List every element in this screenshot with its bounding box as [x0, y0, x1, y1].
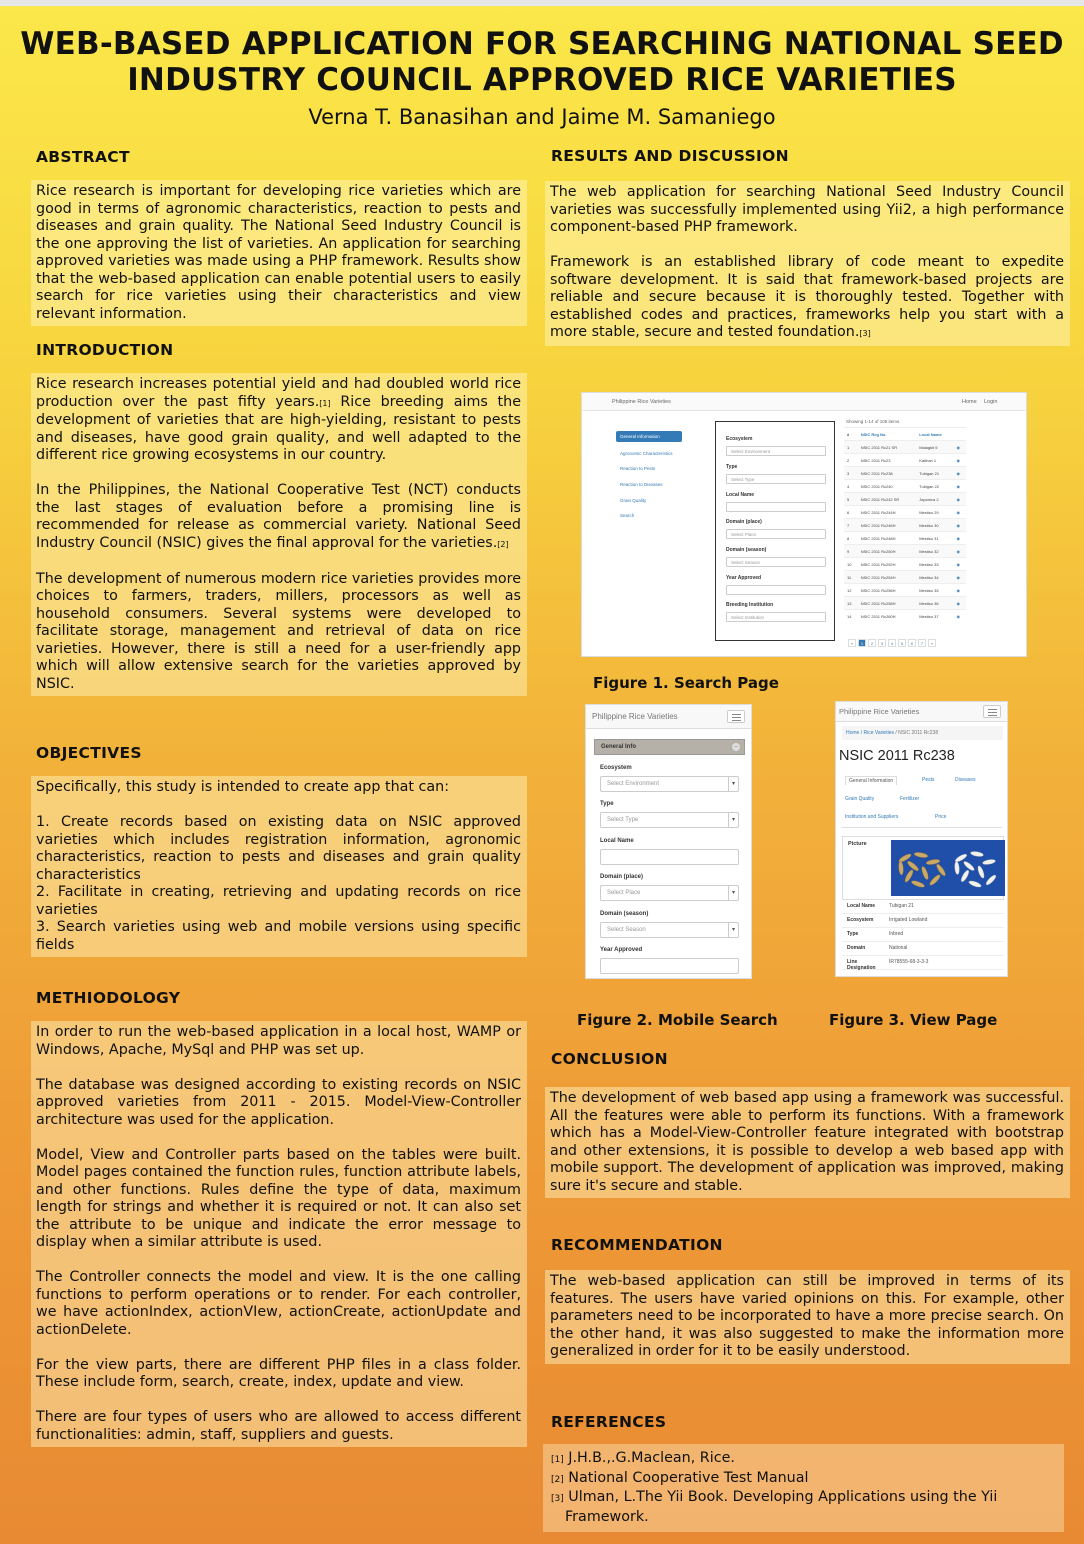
introduction-heading: INTRODUCTION	[36, 341, 174, 359]
methodology-paragraph: The Controller connects the model and view. It is the one calling functions to perform operations or to render. For each controller, we have actionIndex, actionVIew, actionCreate, actionUpdate and actionDelete.	[36, 1269, 521, 1338]
fig1-sidenav-pests[interactable]: Reaction to Pests	[620, 466, 656, 471]
detail-value: Inbred	[889, 931, 904, 937]
fig1-pagination	[848, 639, 936, 647]
table-cell: Malagkit 5	[916, 441, 953, 454]
table-cell: NSIC 2011 Rc242 SR	[858, 493, 917, 506]
table-cell: Mestiso 32	[916, 545, 953, 558]
fig3-navbar	[836, 702, 1007, 722]
fig1-type-select[interactable]: Select Type	[726, 474, 826, 484]
fig1-search-form	[715, 421, 835, 641]
table-cell: NSIC 2011 Rc21 SR	[858, 441, 917, 454]
objective-item: 1. Create records based on existing data on NSIC approved varieties which includes registration information, agronomic characteristics, reaction to pests and diseases and grain quality characteristics	[36, 814, 521, 883]
methodology-box	[31, 1021, 527, 1447]
eye-icon[interactable]: ◉	[954, 532, 966, 545]
methodology-paragraph: Model, View and Controller parts based on the tables were built. Model pages contained the function rules, function attribute labels, and other functions. Rules define the type of data, maximum length for strings and whether it is required or not. It can also set the attribute to be unique and indicate the error message to display when a similar attribute is used.	[36, 1146, 521, 1250]
chevron-down-icon: ▾	[728, 813, 738, 827]
figure-3-caption: Figure 3. View Page	[829, 1011, 998, 1029]
table-cell: Mestiso 35	[916, 584, 953, 597]
eye-icon[interactable]: ◉	[954, 571, 966, 584]
fig1-results-table	[844, 427, 966, 623]
page-link[interactable]: 4	[888, 639, 896, 647]
eye-icon[interactable]: ◉	[954, 584, 966, 597]
table-row[interactable]	[844, 519, 966, 532]
detail-value: Irrigated Lowland	[889, 917, 928, 923]
table-cell: 5	[844, 493, 858, 506]
fig1-brand: Philippine Rice Varieties	[612, 399, 671, 405]
table-cell: Mestiso 30	[916, 519, 953, 532]
fig1-sidenav-agronomic[interactable]: Agronomic Characteristics	[620, 451, 673, 456]
eye-icon[interactable]: ◉	[954, 467, 966, 480]
table-cell: 11	[844, 571, 858, 584]
conclusion-text: The development of web based app using a framework was successful. All the features were able to perform its functions. With a framework which has a Model-View-Controller feature integrated with bootstrap and other extensions, it is possible to develop a web based app with mobile support. The development of application was improved, making sure it's secure and stable.	[550, 1090, 1064, 1194]
breadcrumb-home[interactable]: Home	[846, 730, 860, 736]
intro-paragraph-1: Rice research increases potential yield and had doubled world rice production over the past fifty years.[1] Rice breeding aims the development of varieties that are high-yielding, resistant to pests and diseases, have good grain quality, and well adapted to the different rice growing ecosystems in our country.	[36, 376, 521, 463]
fig2-ecosystem-select[interactable]: Select Environment ▾	[600, 776, 739, 792]
detail-key: Ecosystem	[847, 917, 874, 923]
methodology-heading: METHIODOLOGY	[36, 989, 181, 1007]
chevron-down-icon: ▾	[728, 923, 738, 937]
table-cell: NSIC 2011 Rc240	[858, 480, 917, 493]
page-link[interactable]: 2	[868, 639, 876, 647]
fig1-navbar	[582, 393, 1026, 411]
objectives-intro: Specifically, this study is intended to create app that can:	[36, 779, 450, 795]
table-row[interactable]	[844, 480, 966, 493]
methodology-paragraph: There are four types of users who are allowed to access different functionalities: admin, staff, suppliers and guests.	[36, 1409, 521, 1443]
table-cell: 2	[844, 454, 858, 467]
table-cell: 3	[844, 467, 858, 480]
fig1-sidenav-search[interactable]: Search	[620, 513, 635, 518]
methodology-paragraph: For the view parts, there are different PHP files in a class folder. These include form, search, create, index, update and view.	[36, 1356, 521, 1390]
detail-key: Type	[847, 931, 859, 937]
eye-icon[interactable]: ◉	[954, 610, 966, 623]
eye-icon[interactable]: ◉	[954, 545, 966, 558]
eye-icon[interactable]: ◉	[954, 558, 966, 571]
table-cell: NSIC 2011 Rc244H	[858, 506, 917, 519]
references-heading: REFERENCES	[551, 1413, 667, 1431]
fig2-localname-input[interactable]	[600, 849, 739, 865]
table-cell: 8	[844, 532, 858, 545]
eye-icon[interactable]: ◉	[954, 519, 966, 532]
figure-2-caption: Figure 2. Mobile Search	[577, 1011, 778, 1029]
detail-row	[842, 942, 1004, 956]
figure-2-mobile-search	[585, 704, 752, 979]
table-row[interactable]	[844, 532, 966, 545]
table-cell: NSIC 2011 Rc250H	[858, 545, 917, 558]
collapse-icon[interactable]: –	[732, 743, 740, 751]
table-row[interactable]	[844, 597, 966, 610]
fig2-label-ecosystem: Ecosystem	[600, 765, 632, 771]
fig3-details-table	[842, 900, 1004, 970]
recommendation-text: The web-based application can still be improved in terms of its features. The users have varied opinions on this. For example, other parameters need to be incorporated to have a more precise search. On the other hand, it was also suggested to make the information more generalized in order for it to be easily understood.	[550, 1273, 1064, 1359]
table-cell: 14	[844, 610, 858, 623]
fig1-table-header	[844, 428, 966, 441]
table-row[interactable]	[844, 493, 966, 506]
references-box	[543, 1444, 1064, 1532]
fig1-sidenav-general[interactable]: General Information	[616, 431, 682, 442]
tab-fertilizer[interactable]: Fertilizer	[900, 796, 920, 802]
objectives-heading: OBJECTIVES	[36, 744, 142, 762]
table-cell: NSIC 2011 Rc260H	[858, 610, 917, 623]
table-row[interactable]	[844, 506, 966, 519]
breadcrumb-current: NSIC 2011 Rc238	[898, 730, 939, 736]
fig2-label-type: Type	[600, 801, 614, 807]
authors: Verna T. Banasihan and Jaime M. Samaniego	[308, 105, 776, 129]
table-cell: Katihan 1	[916, 454, 953, 467]
breadcrumb-rice-varieties[interactable]: Rice Varieties	[863, 730, 894, 736]
fig2-label-localname: Local Name	[600, 838, 634, 844]
intro-paragraph-3: The development of numerous modern rice varieties provides more choices to farmers, traders, millers, processors as well as household consumers. Several systems were developed to facilitate storage, management and retrieval of data on rice varieties. However, there is still a need for a user-friendly app which will allow extensive search for the varieties approved by NSIC.	[36, 570, 521, 692]
table-cell: NSIC 2011 Rc23	[858, 454, 917, 467]
reference-item: [2] National Cooperative Test Manual	[551, 1469, 809, 1486]
detail-key: Local Name	[847, 903, 876, 909]
table-cell: Mestiso 37	[916, 610, 953, 623]
table-cell: NSIC 2011 Rc258H	[858, 597, 917, 610]
table-cell: Mestiso 36	[916, 597, 953, 610]
fig2-label-year: Year Approved	[600, 947, 643, 953]
fig1-label-ecosystem: Ecosystem	[726, 436, 753, 442]
eye-icon[interactable]: ◉	[954, 441, 966, 454]
fig1-ecosystem-select[interactable]: Select Environment	[726, 446, 826, 456]
table-cell: 6	[844, 506, 858, 519]
conclusion-box	[545, 1087, 1070, 1198]
fig1-label-domain-place: Domain (place)	[726, 519, 762, 525]
fig3-breadcrumb: Home / Rice Varieties / NSIC 2011 Rc238	[842, 726, 1003, 740]
fig2-year-input[interactable]	[600, 958, 739, 974]
reference-item: [1] J.H.B.,.G.Maclean, Rice.	[551, 1450, 735, 1466]
recommendation-box	[545, 1270, 1070, 1364]
table-row[interactable]	[844, 467, 966, 480]
table-row[interactable]	[844, 584, 966, 597]
table-row[interactable]	[844, 441, 966, 454]
table-cell: Tubigan 21	[916, 467, 953, 480]
fig3-page-title: NSIC 2011 Rc238	[839, 748, 955, 764]
eye-icon[interactable]: ◉	[954, 597, 966, 610]
conclusion-heading: CONCLUSION	[551, 1050, 668, 1068]
hamburger-menu-icon[interactable]	[983, 705, 1001, 718]
page-link[interactable]: 3	[878, 639, 886, 647]
page-link[interactable]: 5	[898, 639, 906, 647]
citation-1: [1]	[319, 398, 331, 408]
table-cell: 7	[844, 519, 858, 532]
page-link[interactable]: »	[928, 639, 936, 647]
recommendation-heading: RECOMMENDATION	[551, 1236, 723, 1254]
table-cell: NSIC 2011 Rc238	[858, 467, 917, 480]
hamburger-menu-icon[interactable]	[727, 710, 745, 723]
figure-1-search-page	[581, 392, 1027, 657]
fig3-picture-row	[842, 836, 1004, 900]
methodology-paragraph: The database was designed according to existing records on NSIC approved varieties from 2011 - 2015. Model-View-Controller architecture was used for the application.	[36, 1076, 521, 1128]
table-cell: 4	[844, 480, 858, 493]
table-row[interactable]	[844, 610, 966, 623]
poster-title-line2: INDUSTRY COUNCIL APPROVED RICE VARIETIES	[127, 62, 957, 98]
column-header-actions	[954, 428, 966, 441]
detail-key: Domain	[847, 945, 866, 951]
table-cell: Tubigan 22	[916, 480, 953, 493]
tab-pests[interactable]: Pests	[922, 777, 935, 783]
tab-general-information[interactable]: General Information	[845, 776, 897, 785]
detail-row	[842, 928, 1004, 942]
table-cell: Japonica 2	[916, 493, 953, 506]
table-cell: NSIC 2011 Rc254H	[858, 571, 917, 584]
detail-key: Line Designation	[847, 959, 876, 971]
fig1-nav-login[interactable]: Login	[984, 399, 998, 405]
figure-3-view-page	[835, 701, 1008, 977]
fig1-label-institution: Breeding Institution	[726, 602, 774, 608]
column-header[interactable]: #	[844, 428, 858, 441]
citation-3: [3]	[859, 329, 871, 338]
detail-row	[842, 956, 1004, 970]
table-row[interactable]	[844, 545, 966, 558]
fig1-institution-select[interactable]: Select Institution	[726, 612, 826, 622]
rice-grain-photo-art	[891, 840, 1005, 896]
results-heading: RESULTS AND DISCUSSION	[551, 147, 789, 165]
eye-icon[interactable]: ◉	[954, 493, 966, 506]
column-header[interactable]: Local Name	[916, 428, 953, 441]
fig2-label-domain-season: Domain (season)	[600, 911, 649, 917]
objective-item: 3. Search varieties using web and mobile versions using specific fields	[36, 919, 521, 953]
introduction-box	[31, 373, 527, 696]
objective-item: 2. Facilitate in creating, retrieving and updating records on rice varieties	[36, 884, 521, 918]
table-row[interactable]	[844, 454, 966, 467]
table-cell: NSIC 2011 Rc248H	[858, 532, 917, 545]
results-paragraph-2: Framework is an established library of code meant to expedite software development. It is said that framework-based projects are reliable and secure because it is thoroughly tested. Together with established codes and practices, frameworks help you start with a more stable, secure and tested foundation.[3]	[550, 254, 1064, 340]
table-cell: 12	[844, 584, 858, 597]
fig1-label-type: Type	[726, 464, 738, 470]
detail-value: IR78555-68-3-3-3	[889, 959, 929, 965]
detail-value: Tubigan 21	[889, 903, 914, 909]
table-cell: 1	[844, 441, 858, 454]
table-row[interactable]	[844, 558, 966, 571]
fig1-summary: Showing 1-14 of 105 items.	[846, 419, 901, 424]
table-cell: Mestiso 33	[916, 558, 953, 571]
eye-icon[interactable]: ◉	[954, 454, 966, 467]
tab-diseases[interactable]: Diseases	[955, 777, 976, 783]
fig2-place-select[interactable]: Select Place ▾	[600, 885, 739, 901]
fig2-panel-header[interactable]	[594, 739, 745, 755]
detail-row	[842, 914, 1004, 928]
fig1-season-select[interactable]: Select Season	[726, 557, 826, 567]
table-row[interactable]	[844, 571, 966, 584]
fig1-nav-home[interactable]: Home	[962, 399, 977, 405]
fig2-label-domain-place: Domain (place)	[600, 874, 644, 880]
fig1-sidenav-grain[interactable]: Grain Quality	[620, 498, 647, 503]
fig1-year-input[interactable]	[726, 585, 826, 595]
table-cell: NSIC 2011 Rc256H	[858, 584, 917, 597]
fig3-brand: Philippine Rice Varieties	[839, 707, 920, 716]
abstract-text: Rice research is important for developing rice varieties which are good in terms of agronomic characteristics, reaction to pests and diseases and grain quality. The National Seed Industry Council is the one approving the list of varieties. An application for searching approved varieties was made using a PHP framework. Results show that the web-based application can enable potential users to easily search for rice varieties using their characteristics and view relevant information.	[36, 183, 521, 322]
top-strip	[0, 0, 1084, 6]
fig1-label-year: Year Approved	[726, 575, 762, 581]
fig2-brand: Philippine Rice Varieties	[592, 712, 678, 721]
results-box	[545, 181, 1070, 346]
table-cell: 13	[844, 597, 858, 610]
page-link[interactable]: 1	[858, 639, 866, 647]
fig2-season-select[interactable]: Select Season ▾	[600, 922, 739, 938]
page-link[interactable]: «	[848, 639, 856, 647]
abstract-box	[31, 180, 527, 326]
table-cell: Mestiso 29	[916, 506, 953, 519]
detail-row	[842, 900, 1004, 914]
fig1-place-select[interactable]: Select Place	[726, 529, 826, 539]
fig2-panel-title: General Info	[601, 744, 637, 750]
citation-2: [2]	[497, 539, 509, 549]
abstract-heading: ABSTRACT	[36, 148, 130, 166]
methodology-paragraph: In order to run the web-based application in a local host, WAMP or Windows, Apache, MySql and PHP was set up.	[36, 1024, 521, 1058]
intro-paragraph-2: In the Philippines, the National Cooperative Test (NCT) conducts the last stages of evaluation before a promising line is recommended for release as commercial variety. National Seed Industry Council (NSIC) gives the final approval for the varieties.[2]	[36, 482, 521, 551]
tab-grain-quality[interactable]: Grain Quality	[845, 796, 875, 802]
detail-value: National	[889, 945, 908, 951]
fig2-type-select[interactable]: Select Type ▾	[600, 812, 739, 828]
page-link[interactable]: 7	[918, 639, 926, 647]
table-cell: 9	[844, 545, 858, 558]
eye-icon[interactable]: ◉	[954, 506, 966, 519]
table-cell: Mestiso 34	[916, 571, 953, 584]
column-header[interactable]: NSIC Reg No.	[858, 428, 917, 441]
figure-1-caption: Figure 1. Search Page	[593, 674, 779, 692]
chevron-down-icon: ▾	[728, 777, 738, 791]
page-link[interactable]: 6	[908, 639, 916, 647]
results-paragraph-1: The web application for searching National Seed Industry Council varieties was successfully implemented using Yii2, a high performance component-based PHP framework.	[550, 184, 1064, 235]
fig1-label-localname: Local Name	[726, 492, 755, 498]
fig3-picture-label: Picture	[848, 841, 867, 847]
poster-title	[0, 26, 1084, 98]
tab-institution-suppliers[interactable]: Institution and Suppliers	[845, 814, 899, 820]
fig1-label-domain-season: Domain (season)	[726, 547, 767, 553]
fig1-sidenav-diseases[interactable]: Reaction to Diseases	[620, 482, 663, 487]
fig1-localname-input[interactable]	[726, 502, 826, 512]
fig2-navbar	[586, 705, 751, 729]
chevron-down-icon: ▾	[728, 886, 738, 900]
eye-icon[interactable]: ◉	[954, 480, 966, 493]
table-cell: 10	[844, 558, 858, 571]
tab-price[interactable]: Price	[935, 814, 947, 820]
table-cell: NSIC 2011 Rc246H	[858, 519, 917, 532]
rice-grain-photo	[891, 840, 1005, 896]
reference-item: [3] Ulman, L.The Yii Book. Developing Applications using the Yii Framework.	[551, 1489, 998, 1525]
poster-title-line1: WEB-BASED APPLICATION FOR SEARCHING NATIONAL SEED	[20, 26, 1064, 62]
table-cell: Mestiso 31	[916, 532, 953, 545]
objectives-box	[31, 776, 527, 957]
table-cell: NSIC 2011 Rc252H	[858, 558, 917, 571]
fig3-tabs	[842, 774, 1002, 828]
